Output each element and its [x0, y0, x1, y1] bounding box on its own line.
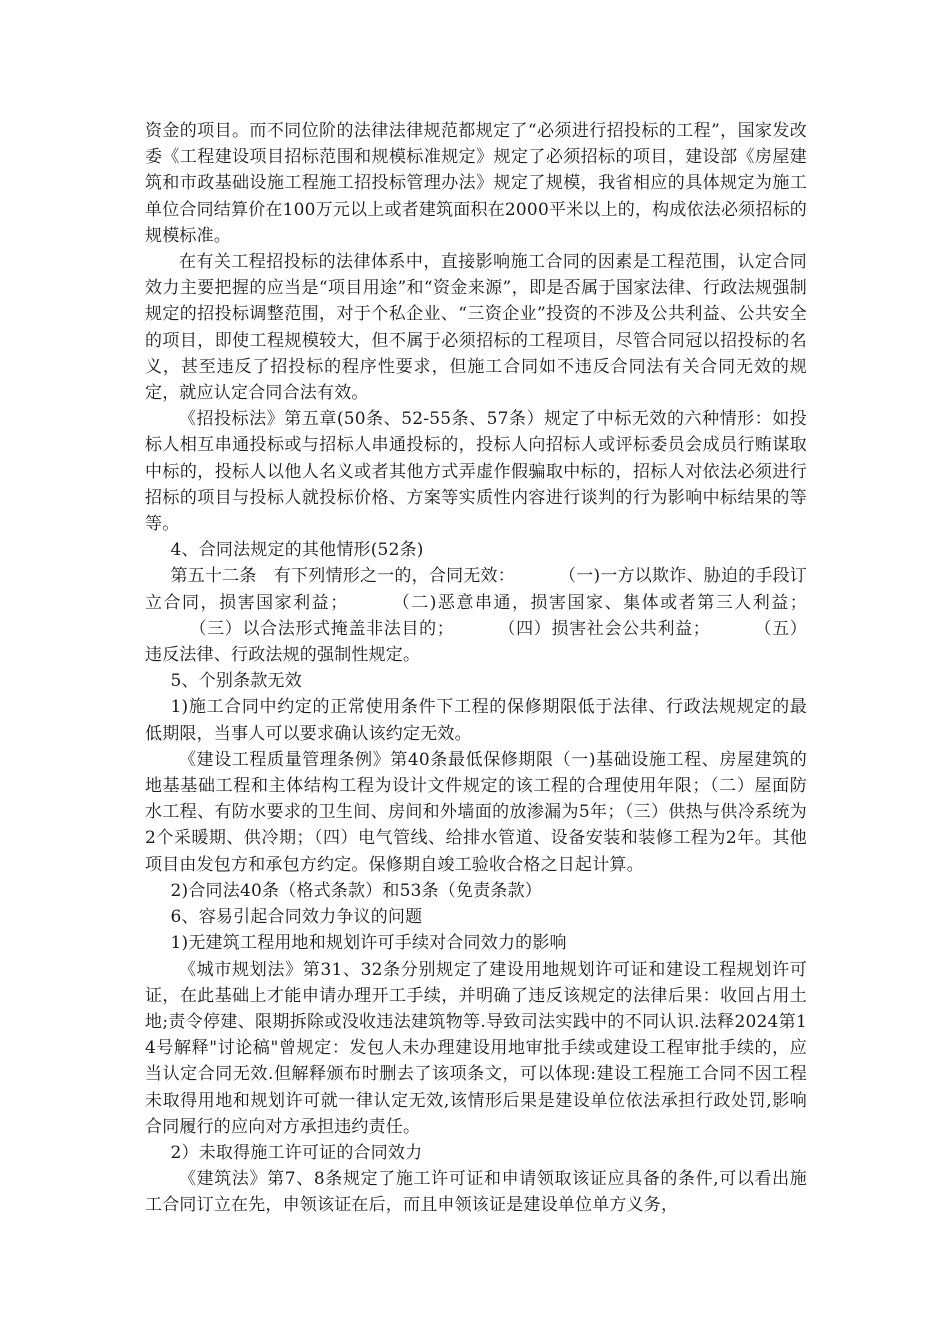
document-body — [145, 118, 807, 1219]
paragraph-1: 资金的项目。而不同位阶的法律法律规范都规定了“必须进行招投标的工程”，国家发改委《工程建设项目招标范围和规模标准规定》规定了必须招标的项目，建设部《房屋建筑和市政基础设施工程施工招投标管理办法》规定了规模，我省相应的具体规定为施工单位合同结算价在100万元以上或者建筑面积在2000平米以上的，构成依法必须招标的规模标准。 — [145, 121, 807, 246]
article-52-item-1: （一)一方以欺诈、胁迫的手段订立合同，损害国家利益； — [145, 566, 807, 613]
section-heading-5: 5、个别条款无效 — [170, 671, 302, 692]
paragraph-6-2: 2）未取得施工许可证的合同效力 — [170, 1142, 423, 1163]
article-52-item-2: （二)恶意串通，损害国家、集体或者第三人利益； — [391, 592, 807, 613]
paragraph-construction-law: 《建筑法》第7、8条规定了施工许可证和申请领取该证应具备的条件,可以看出施工合同订立在先，申领该证在后，而且申领该证是建设单位单方义务， — [145, 1169, 807, 1216]
article-52-item-5: （五）违反法律、行政法规的强制性规定。 — [145, 618, 807, 666]
paragraph-5-1: 1)施工合同中约定的正常使用条件下工程的保修期限低于法律、行政法规规定的最低期限，当事人可以要求确认该约定无效。 — [145, 697, 807, 744]
article-52-item-3: （三）以合法形式掩盖非法目的； — [189, 618, 454, 639]
section-heading-6: 6、容易引起合同效力争议的问题 — [170, 907, 423, 928]
section-heading-4: 4、合同法规定的其他情形(52条) — [170, 540, 424, 561]
article-52-item-4: （四）损害社会公共利益； — [498, 618, 710, 639]
paragraph-regulation-40: 《建设工程质量管理条例》第40条最低保修期限（一)基础设施工程、房屋建筑的地基基础工程和主体结构工程为设计文件规定的该工程的合理使用年限；（二）屋面防水工程、有防水要求的卫生间、房间和外墙面的放渗漏为5年；（三）供热与供冷系统为2个采暖期、供冷期；（四）电气管线、给排水管道、设备安装和装修工程为2年。其他项目由发包方和承包方约定。保修期自竣工验收合格之日起计算。 — [145, 749, 807, 875]
article-52-paragraph — [145, 563, 807, 668]
paragraph-6-1: 1)无建筑工程用地和规划许可手续对合同效力的影响 — [170, 933, 567, 954]
paragraph-2: 在有关工程招投标的法律体系中，直接影响施工合同的因素是工程范围，认定合同效力主要把握的应当是“项目用途”和“资金来源”，即是否属于国家法律、行政法规强制规定的招投标调整范围，对于个私企业、“三资企业”投资的不涉及公共利益、公共安全的项目，即使工程规模较大，但不属于必须招标的工程项目，尽管合同冠以招投标的名义，甚至违反了招投标的程序性要求，但施工合同如不违反合同法有关合同无效的规定，就应认定合同合法有效。 — [145, 252, 807, 404]
paragraph-5-2: 2)合同法40条（格式条款）和53条（免责条款） — [170, 880, 543, 901]
article-52-intro: 第五十二条 有下列情形之一的，合同无效： — [170, 566, 515, 587]
paragraph-city-planning-law: 《城市规划法》第31、32条分别规定了建设用地规划许可证和建设工程规划许可证，在此基础上才能申请办理开工手续，并明确了违反该规定的法律后果：收回占用土地;责令停建、限期拆除或没收违法建筑物等.导致司法实践中的不同认识.法释2024第14号解释"讨论稿"曾规定：发包人未办理建设用地审批手续或建设工程审批手续的，应当认定合同无效.但解释颁布时删去了该项条文，可以体现:建设工程施工合同不因工程未取得用地和规划许可就一律认定无效,该情形后果是建设单位依法承担行政处罚,影响合同履行的应向对方承担违约责任。 — [145, 959, 807, 1137]
paragraph-3: 《招投标法》第五章(50条、52-55条、57条）规定了中标无效的六种情形：如投标人相互串通投标或与招标人串通投标的，投标人向招标人或评标委员会成员行贿谋取中标的，投标人以他人名义或者其他方式弄虚作假骗取中标的，招标人对依法必须进行招标的项目与投标人就投标价格、方案等实质性内容进行谈判的行为影响中标结果的等等。 — [145, 409, 807, 535]
